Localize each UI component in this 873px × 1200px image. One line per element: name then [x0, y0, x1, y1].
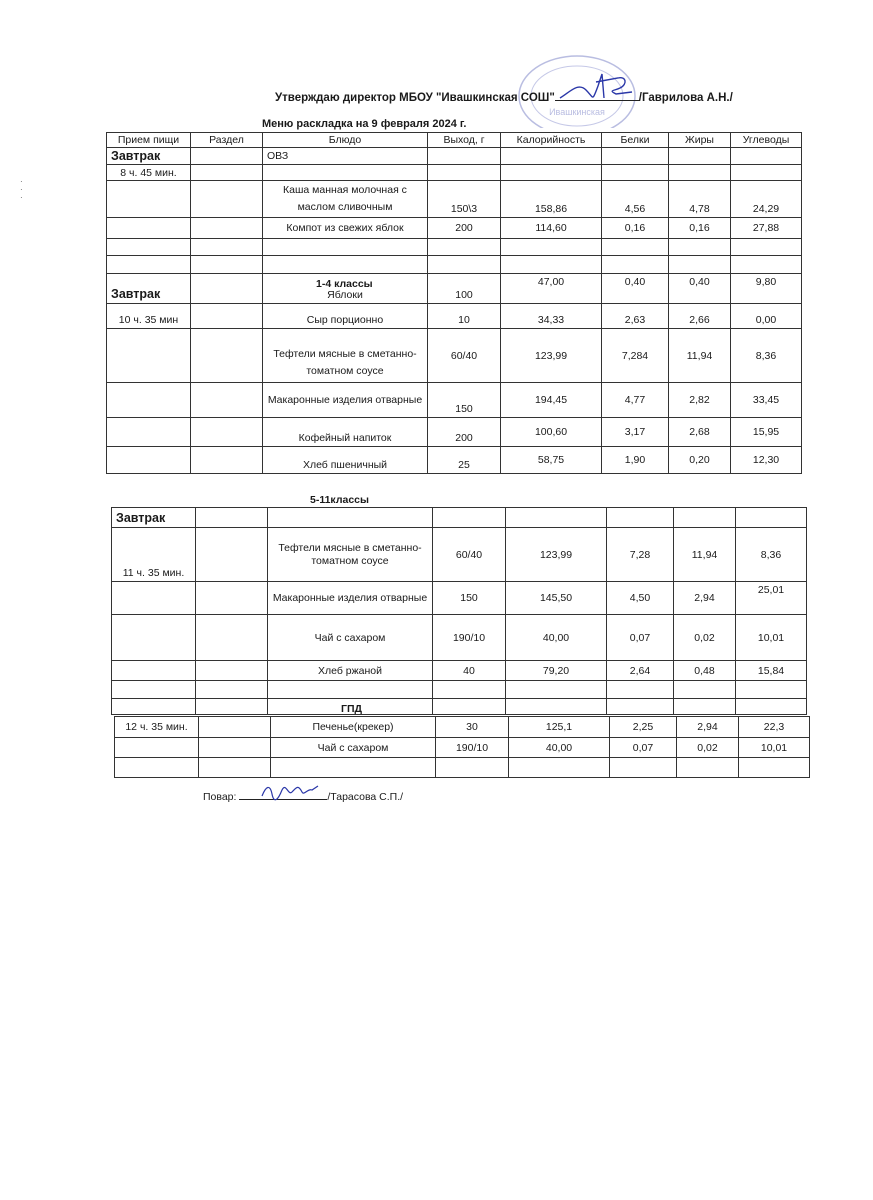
col-header-output: Выход, г [428, 133, 501, 148]
fat-cell: 0,02 [674, 615, 736, 661]
cook-signature-underline [239, 790, 327, 800]
calories-cell: 123,99 [501, 329, 602, 383]
col-header-calories: Калорийность [501, 133, 602, 148]
table-row [107, 418, 802, 447]
table-row [112, 699, 807, 715]
protein-cell: 2,25 [610, 717, 677, 738]
protein-cell: 4,77 [602, 383, 669, 418]
table-row [112, 681, 807, 699]
carbs-cell: 10,01 [739, 738, 810, 758]
director-name: /Гаврилова А.Н./ [638, 92, 733, 104]
time-cell: 10 ч. 35 мин [107, 304, 191, 329]
calories-cell: 40,00 [509, 738, 610, 758]
calories-cell: 123,99 [506, 528, 607, 582]
dish-cell: Макаронные изделия отварные [268, 582, 433, 615]
carbs-cell: 8,36 [731, 329, 802, 383]
protein-cell: 0,16 [602, 218, 669, 239]
output-cell: 25 [428, 447, 501, 474]
protein-cell: 0,40 [602, 274, 669, 304]
protein-cell: 4,56 [602, 181, 669, 218]
margin-marks: · · · [20, 177, 23, 202]
meal-cell: Завтрак [112, 508, 196, 528]
fat-cell: 11,94 [669, 329, 731, 383]
output-cell: 60/40 [433, 528, 506, 582]
output-cell: 190/10 [436, 738, 509, 758]
approval-text: Утверждаю директор МБОУ "Ивашкинская СОШ" [275, 92, 555, 104]
col-header-section: Раздел [191, 133, 263, 148]
section-label-1-4: 1-4 классы [316, 278, 373, 290]
menu-table-gpd [114, 716, 810, 778]
menu-table-ovz-1-4 [106, 132, 802, 474]
carbs-cell: 33,45 [731, 383, 802, 418]
carbs-cell: 22,3 [739, 717, 810, 738]
carbs-cell: 0,00 [731, 304, 802, 329]
output-cell: 60/40 [428, 329, 501, 383]
output-cell: 150\3 [428, 181, 501, 218]
meal-cell: Завтрак [107, 148, 191, 165]
carbs-cell: 8,36 [736, 528, 807, 582]
fat-cell: 2,94 [674, 582, 736, 615]
table-row [107, 239, 802, 256]
calories-cell: 40,00 [506, 615, 607, 661]
output-cell: 150 [433, 582, 506, 615]
table-row [112, 582, 807, 615]
dish-cell: Хлеб пшеничный [263, 447, 428, 474]
table-row [107, 329, 802, 383]
protein-cell: 7,284 [602, 329, 669, 383]
table-row [112, 615, 807, 661]
output-cell: 30 [436, 717, 509, 738]
carbs-cell: 24,29 [731, 181, 802, 218]
fat-cell: 2,68 [669, 418, 731, 447]
approval-header [0, 86, 873, 108]
section-label-5-11: 5-11классы [310, 494, 369, 506]
protein-cell: 2,64 [607, 661, 674, 681]
cook-name: /Тарасова С.П./ [327, 791, 404, 803]
col-header-carbs: Углеводы [731, 133, 802, 148]
table-row [107, 274, 802, 304]
cook-signature-line [203, 790, 403, 803]
fat-cell: 2,94 [677, 717, 739, 738]
section-label-gpd: ГПД [341, 703, 362, 715]
table-row [115, 758, 810, 778]
carbs-cell: 27,88 [731, 218, 802, 239]
time-cell: 12 ч. 35 мин. [115, 717, 199, 738]
table-row [107, 165, 802, 181]
dish-cell: Кофейный напиток [263, 418, 428, 447]
dish-cell: Хлеб ржаной [268, 661, 433, 681]
fat-cell: 2,82 [669, 383, 731, 418]
calories-cell: 125,1 [509, 717, 610, 738]
col-header-dish: Блюдо [263, 133, 428, 148]
protein-cell: 1,90 [602, 447, 669, 474]
carbs-cell: 15,95 [731, 418, 802, 447]
calories-cell: 145,50 [506, 582, 607, 615]
protein-cell: 0,07 [607, 615, 674, 661]
carbs-cell: 12,30 [731, 447, 802, 474]
page-title: Меню раскладка на 9 февраля 2024 г. [262, 118, 467, 130]
fat-cell: 11,94 [674, 528, 736, 582]
calories-cell: 47,00 [501, 274, 602, 304]
dish-cell: Печенье(крекер) [271, 717, 436, 738]
dish-cell: Чай с сахаром [268, 615, 433, 661]
dish-cell: Макаронные изделия отварные [263, 383, 428, 418]
carbs-cell: 9,80 [731, 274, 802, 304]
time-cell: 11 ч. 35 мин. [112, 528, 196, 582]
table-row [112, 661, 807, 681]
dish-cell: Каша манная молочная с маслом сливочным [263, 181, 428, 218]
dish-cell: Яблоки [263, 274, 428, 304]
table-row [115, 717, 810, 738]
dish-cell: Тефтели мясные в сметанно-томатном соусе [263, 329, 428, 383]
section-cell: ОВЗ [263, 148, 428, 165]
dish-cell: Компот из свежих яблок [263, 218, 428, 239]
output-cell: 40 [433, 661, 506, 681]
calories-cell: 34,33 [501, 304, 602, 329]
calories-cell: 79,20 [506, 661, 607, 681]
fat-cell: 0,20 [669, 447, 731, 474]
col-header-protein: Белки [602, 133, 669, 148]
dish-cell: Тефтели мясные в сметанно-томатном соусе [268, 528, 433, 582]
carbs-cell: 15,84 [736, 661, 807, 681]
calories-cell: 114,60 [501, 218, 602, 239]
fat-cell: 2,66 [669, 304, 731, 329]
table-row [107, 148, 802, 165]
output-cell: 10 [428, 304, 501, 329]
calories-cell: 158,86 [501, 181, 602, 218]
carbs-cell: 25,01 [736, 582, 807, 615]
meal-cell: Завтрак [107, 274, 191, 304]
table-row [107, 304, 802, 329]
protein-cell: 3,17 [602, 418, 669, 447]
fat-cell: 4,78 [669, 181, 731, 218]
carbs-cell: 10,01 [736, 615, 807, 661]
menu-table-5-11 [111, 507, 807, 715]
output-cell: 200 [428, 418, 501, 447]
calories-cell: 100,60 [501, 418, 602, 447]
fat-cell: 0,02 [677, 738, 739, 758]
dish-cell: Сыр порционно [263, 304, 428, 329]
table-row [107, 256, 802, 274]
output-cell: 190/10 [433, 615, 506, 661]
table-row [115, 738, 810, 758]
output-cell: 150 [428, 383, 501, 418]
table-row [112, 508, 807, 528]
fat-cell: 0,16 [669, 218, 731, 239]
protein-cell: 2,63 [602, 304, 669, 329]
table-row [107, 447, 802, 474]
output-cell: 100 [428, 274, 501, 304]
calories-cell: 58,75 [501, 447, 602, 474]
table-row [112, 528, 807, 582]
col-header-fat: Жиры [669, 133, 731, 148]
column-header-row [107, 133, 802, 148]
protein-cell: 0,07 [610, 738, 677, 758]
table-row [107, 181, 802, 218]
calories-cell: 194,45 [501, 383, 602, 418]
table-row [107, 383, 802, 418]
dish-cell: Чай с сахаром [271, 738, 436, 758]
table-row [107, 218, 802, 239]
stamp-text: Ивашкинская [549, 107, 605, 117]
protein-cell: 4,50 [607, 582, 674, 615]
protein-cell: 7,28 [607, 528, 674, 582]
fat-cell: 0,48 [674, 661, 736, 681]
time-cell: 8 ч. 45 мин. [107, 165, 191, 181]
output-cell: 200 [428, 218, 501, 239]
director-signature-line [555, 90, 639, 101]
fat-cell: 0,40 [669, 274, 731, 304]
cook-label: Повар: [203, 791, 237, 803]
col-header-meal: Прием пищи [107, 133, 191, 148]
